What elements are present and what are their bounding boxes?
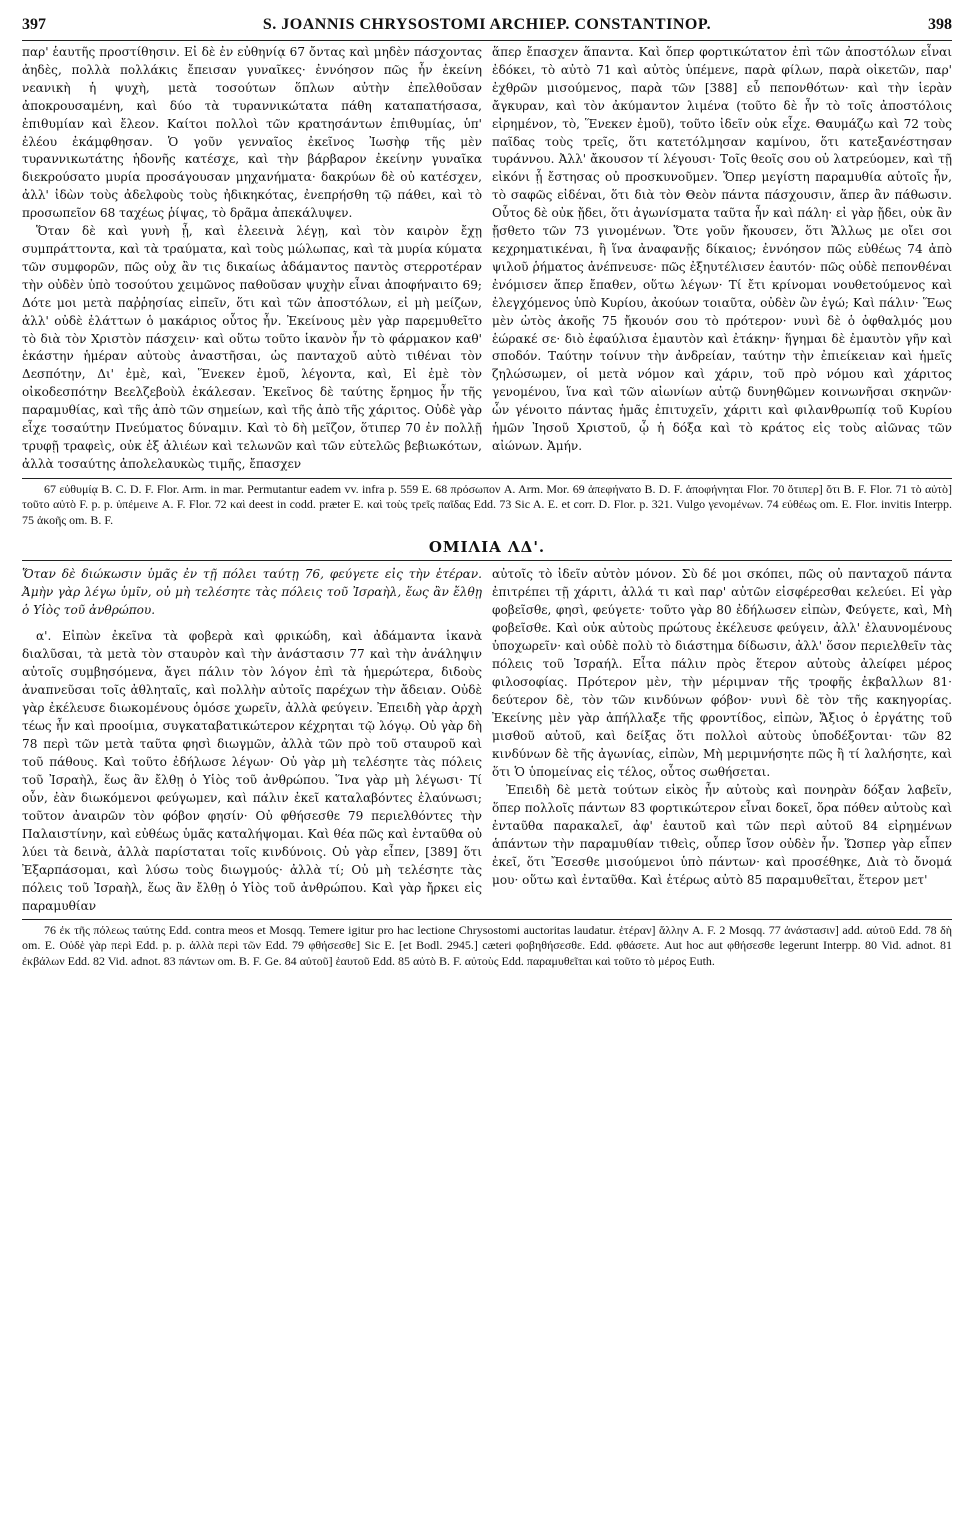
paragraph: α'. Εἰπὼν ἐκεῖνα τὰ φοβερὰ καὶ φρικώδη, καὶ ἀδάμαντα ἱκανὰ διαλῦσαι, τὰ μετὰ τὸν σταυρὸν καὶ τὴν ἀνάστασιν 77 καὶ τὴν ἀνάληψιν αὐτοῖς συμβησόμενα, ἄγει πάλιν τὸν λόγον ἐπὶ τὰ ἡμερώτερα, διδοὺς ἀναπνεῦσαι τοῖς ἀθληταῖς, καὶ πολλὴν αὐτοῖς παρέχων τὴν ἄδειαν. Οὐδὲ γὰρ ἐκέλευσε διωκομένους ὁμόσε χωρεῖν, ἀλλὰ φεύγειν. Ἐπειδὴ γὰρ ἀρχὴ τέως ἦν καὶ προοίμια, συγκαταβατικώτερον κέχρηται τῷ λόγῳ. Οὐ γὰρ δὴ 78 περὶ τῶν μετὰ ταῦτα φησὶ διωγμῶν, ἀλλὰ τῶν πρὸ τοῦ σταυροῦ καὶ τοῦ πάθους. Καὶ τοῦτο ἐδήλωσε λέγων· Οὐ γὰρ μὴ τελέσητε τὰς πόλεις τοῦ Ἰσραὴλ, ἕως ἂν ἔλθῃ ὁ Υἱὸς τοῦ ἀνθρώπου. Ἵνα γὰρ μὴ λέγωσι· Τί οὖν, ἐὰν διωκόμενοι φεύγωμεν, καὶ πάλιν ἐκεῖ καταλαβόντες ἐλαύνωσι; τοῦτον ἀναιρῶν τὸν φόβον φησίν· Οὐ φθήσεσθε 79 περιελθόντες τὴν Παλαιστίνην, καὶ εὐθέως ὑμᾶς καταλήψομαι. Καὶ θέα πῶς καὶ ἐνταῦθα οὐ λύει τὰ δεινὰ, ἀλλὰ παρίσταται τοῖς κινδύνοις. Οὐ γὰρ εἶπεν, [389] ὅτι Ἐξαρπάσομαι, καὶ λύσω τοὺς διωγμούς· ἀλλὰ τί; Οὐ μὴ τελέσητε τὰς πόλεις τοῦ Ἰσραὴλ, ἕως ἂν ἔλθῃ ὁ Υἱὸς τοῦ ἀνθρώπου. Καὶ γὰρ ἤρκει εἰς παραμυθίαν <box>22 628 482 913</box>
upper-columns <box>22 44 952 474</box>
spacer <box>22 619 482 627</box>
footnote-text: 67 εὐθυμίᾳ B. C. D. F. Flor. Arm. in mar. Permutantur eadem vv. infra p. 559 E. 68 πρόσωπον A. Arm. Mor. 69 ἀπεφήνατο B. D. F. ἀποφήνηται Flor. 70 ὅτιπερ] ὅτι B. F. Flor. 71 τὸ αὐτὸ] τοῦτο αὐτὸ F. p. p. ὑπέμεινε A. F. Flor. 72 καὶ deest in codd. præter E. καὶ τοὺς τρεῖς παῖδας Edd. 73 Sic A. E. et corr. D. Flor. p. 321. Vulgo γενομένων. 74 εὐθέως om. E. Flor. invitis Interpp. 75 ἀκοῆς om. B. F. <box>22 481 952 527</box>
scripture-verse: Ὅταν δὲ διώκωσιν ὑμᾶς ἐν τῇ πόλει ταύτῃ 76, φεύγετε εἰς τὴν ἑτέραν. Ἀμὴν γὰρ λέγω ὑμῖν, οὐ μὴ τελέσητε τὰς πόλεις τοῦ Ἰσραὴλ, ἕως ἂν ἔλθῃ ὁ Υἱὸς τοῦ ἀνθρώπου. <box>22 566 482 617</box>
paragraph: παρ' ἑαυτῆς προστίθησιν. Εἰ δὲ ἐν εὐθηνίᾳ 67 ὄντας καὶ μηδὲν πάσχοντας ἀηδὲς, πολλὰ πολλάκις ἔπεισαν γυναῖκες· ἐννόησον πῶς ἦν ἐκείνη νεανικὴ ἡ ψυχὴ, μετὰ τοσούτων ὅπλων αὐτὴν ἐπελθοῦσαν ἀποκρουσαμένη, καὶ δύο τὰ τυραννικώτατα πάθη καταπατήσασα, ἐπιθυμίαν καὶ ἔλεον. Καίτοι πολλοὶ τῶν κρατησάντων ἐπιθυμίας, ὑπ' ἐλέου ἐκάμφθησαν. Ὁ γοῦν γενναῖος ἐκεῖνος Ἰωσὴφ τῆς μὲν τυραννικωτάτης ἡδονῆς κατέσχε, καὶ τὴν βάρβαρον ἐκείνην γυναῖκα διεκρούσατο μυρία προσάγουσαν μηχανήματα· δακρύων δὲ οὐ κατέσχεν, ἀλλ' ἰδὼν τοὺς ἀδελφοὺς τοὺς ἠδικηκότας, ἐνεπρήσθη τῷ πάθει, καὶ τὸ προσωπεῖον 68 ταχέως ῥίψας, τὸ δρᾶμα ἀπεκάλυψεν. <box>22 45 482 221</box>
lower-columns <box>22 565 952 915</box>
footnote-text: 76 ἐκ τῆς πόλεως ταύτης Edd. contra meos et Mosqq. Temere igitur pro hac lectione Chrysostomi auctoritas laudatur. ἑτέραν] ἄλλην A. F. 2 Mosqq. 77 ἀνάστασιν] add. αὐτοῦ Edd. 78 δὴ om. E. Οὐδὲ γὰρ περὶ Edd. p. p. ἀλλὰ περὶ τῶν Edd. 79 φθήσεσθε] Sic E. [et Bodl. 2945.] cæteri φοβηθήσεσθε. Edd. φθάσετε. Aut hoc aut φθήσεσθε legerunt Interpp. 80 Vid. adnot. 81 ἐκβάλων Edd. 82 Vid. adnot. 83 πάντων om. B. F. Ge. 84 αὐτοῦ] ἑαυτοῦ Edd. 85 αὐτὸ B. F. αὐτοὺς Edd. παραμυθεῖται καὶ τοῦτο τὸ μέρος Euth. <box>22 922 952 968</box>
footnotes-lower <box>22 919 952 969</box>
upper-left-column <box>22 44 482 474</box>
lower-left-column <box>22 565 482 915</box>
footnotes-upper <box>22 478 952 528</box>
paragraph: ἅπερ ἔπασχεν ἅπαντα. Καὶ ὅπερ φορτικώτατον ἐπὶ τῶν ἀποστόλων εἶναι ἐδόκει, τὸ αὐτὸ 71 καὶ αὐτὸς ὑπέμενε, παρὰ φίλων, παρὰ οἰκετῶν, παρ' ἐχθρῶν μισούμενος, παρὰ τῶν [388] εὖ πεπονθότων· καὶ τὴν ἱερὰν ἄγκυραν, καὶ τὸν ἀκύμαντον λιμένα (τοῦτο δὲ ἦν τὸ τοῖς ἀποστόλοις εἰρημένον, τὸ, Ἕνεκεν ἐμοῦ), τοῦτο ἰδεῖν οὐκ εἶχε. Θαυμάζω καὶ 72 τοὺς παῖδας τοὺς τρεῖς, ὅτι κατετόλμησαν καμίνου, ὅτι κατεξανέστησαν τυράννου. Ἀλλ' ἄκουσον τί λέγουσι· Τοῖς θεοῖς σου οὐ λατρεύομεν, καὶ τῇ εἰκόνι ᾗ ἔστησας οὐ προσκυνοῦμεν. Ὅπερ μεγίστη παραμυθία αὐτοῖς ἦν, τὸ σαφῶς εἰδέναι, ὅτι διὰ τὸν Θεὸν πάντα πάσχουσιν, ἅπερ ἂν πάθωσιν. Οὗτος δὲ οὐκ ᾔδει, ὅτι ἀγωνίσματα ταῦτα ἦν καὶ πάλη· εἰ γὰρ ᾔδει, οὐκ ἂν ᾔσθετο τῶν 73 γινομένων. Ὅτε γοῦν ἤκουσεν, ὅτι Ἄλλως με οἴει σοι κεχρηματικέναι, ἢ ἵνα ἀναφανῇς δίκαιος; ἐννόησον πῶς εὐθέως 74 ἀπὸ ψιλοῦ ῥήματος ἀνέπνευσε· πῶς ἐξηυτέλισεν ἑαυτόν· πῶς οὐδὲ πεπονθέναι ἐνόμισεν ἅπερ ἔπαθεν, οὕτω λέγων· Τί ἔτι κρίνομαι νουθετούμενος καὶ ἐλεγχόμενος ὑπὸ Κυρίου, ἀκούων τοιαῦτα, οὐδὲν ὢν ἐγώ; Καὶ πάλιν· Ἕως μὲν ὠτὸς ἀκοῆς 75 ἤκουόν σου τὸ πρότερον· νυνὶ δὲ ὁ ὀφθαλμός μου ἑώρακέ σε· διὸ ἐφαύλισα ἐμαυτὸν καὶ ἐτάκην· ἥγημαι δὲ ἐμαυτὸν γῆν καὶ σποδόν. Ταύτην τοίνυν τὴν ἀνδρείαν, ταύτην τὴν ἐπιείκειαν καὶ ἡμεῖς ζηλώσωμεν, οἱ μετὰ νόμον καὶ χάριν, τοῦ πρὸ νόμου καὶ χάριτος γενομένου, ἵνα καὶ τῶν αἰωνίων αὐτῷ δυνηθῶμεν κοινωνῆσαι σκηνῶν· ὧν γένοιτο πάντας ἡμᾶς ἐπιτυχεῖν, χάριτι καὶ φιλανθρωπίᾳ τοῦ Κυρίου ἡμῶν Ἰησοῦ Χριστοῦ, ᾧ ἡ δόξα καὶ τὸ κράτος εἰς τοὺς αἰῶνας τῶν αἰώνων. Ἀμήν. <box>492 45 952 453</box>
right-page-number: 398 <box>927 16 952 33</box>
page <box>22 16 952 969</box>
upper-right-column <box>492 44 952 474</box>
paragraph: Ὅταν δὲ καὶ γυνὴ ᾖ, καὶ ἐλεεινὰ λέγῃ, καὶ τὸν καιρὸν ἔχῃ συμπράττοντα, καὶ τὰ τραύματα, καὶ τοὺς μώλωπας, καὶ τὰ μυρία κύματα τῶν συμφορῶν, πῶς οὐχ ἂν τις δικαίως ἀδάμαντος παντὸς στερροτέραν τὴν οὐδὲν ὑπὸ τοσούτου χειμῶνος παθοῦσαν ψυχὴν εἶναι ἀποφήναιτο 69; Δότε μοι μετὰ παῤῥησίας εἰπεῖν, ὅτι καὶ τῶν ἀποστόλων, εἰ μὴ μείζων, ἀλλ' οὐδὲ ἐλάττων ὁ μακάριος οὗτος ἦν. Ἐκείνους μὲν γὰρ παρεμυθεῖτο τὸ διὰ τὸν Χριστὸν πάσχειν· καὶ οὕτω τοῦτο ἱκανὸν ἦν τὸ φάρμακον καθ' ἑκάστην ἡμέραν αὐτοὺς ἀναστῆσαι, ὡς πανταχοῦ αὐτὸ τιθέναι τὸν Δεσπότην, Δι' ἐμὲ, καὶ, Ἕνεκεν ἐμοῦ, λέγοντα, καὶ, Εἰ ἐμὲ τὸν οἰκοδεσπότην Βεελζεβοὺλ ἐκάλεσαν. Ἐκεῖνος δὲ ταύτης ἔρημος ἦν τῆς παραμυθίας, καὶ τῆς ἀπὸ τῶν σημείων, καὶ τῆς ἀπὸ τῆς χάριτος. Οὐδὲ γὰρ εἶχε τοσαύτην Πνεύματος δύναμιν. Καὶ τὸ δὴ μεῖζον, ὅτιπερ 70 ἐν πολλῇ τρυφῇ τραφεὶς, οὐκ ἐξ ἁλιέων καὶ τελωνῶν καὶ τῶν εὐτελῶς βεβιωκότων, ἀλλὰ τοσαύτης ἀπολελαυκὼς τιμῆς, ἔπασχεν <box>22 224 482 471</box>
running-header <box>22 16 952 41</box>
running-title: S. JOANNIS CHRYSOSTOMI ARCHIEP. CONSTANTINOP. <box>262 16 712 33</box>
paragraph: αὐτοῖς τὸ ἰδεῖν αὐτὸν μόνον. Σὺ δέ μοι σκόπει, πῶς οὐ πανταχοῦ πάντα ἐπιτρέπει τῇ χάριτι, ἀλλά τι καὶ παρ' αὐτῶν εἰσφέρεσθαι κελεύει. Εἰ γὰρ φοβεῖσθε, φησὶ, φεύγετε· τοῦτο γὰρ 80 ἐδήλωσεν εἰπὼν, Φεύγετε, καὶ, Μὴ φοβεῖσθε. Καὶ οὐκ αὐτοὺς πρώτους ἐκέλευσε φεύγειν, ἀλλ' ἐλαυνομένους ὑποχωρεῖν· καὶ οὐδὲ πολὺ τὸ διάστημα δίδωσιν, ἀλλ' ὅσον περιελθεῖν τὰς πόλεις τοῦ Ἰσραήλ. Εἶτα πάλιν πρὸς ἕτερον αὐτοὺς ἀλείφει μέρος φιλοσοφίας. Πρότερον μὲν, τὴν μέριμναν τῆς τροφῆς ἐκβαλλων 81· δεύτερον δὲ, τὸν τῶν κινδύνων φόβον· νυνὶ δὲ τὸν τῆς κακηγορίας. Ἐκείνης μὲν γὰρ ἀπήλλαξε τῆς φροντίδος, εἰπὼν, Ἄξιος ὁ ἐργάτης τοῦ μισθοῦ αὐτοῦ, καὶ δείξας ὅτι πολλοὶ αὐτοὺς ὑποδέξονται· τῶν 82 κινδύνων δὲ τῆς ἀγωνίας, εἰπὼν, Μὴ μεριμνήσητε πῶς ἢ τί λαλήσητε, καὶ ὅτι Ὁ ὑπομείνας εἰς τέλος, οὗτος σωθήσεται. <box>492 566 952 779</box>
homily-title: ΟΜΙΛΙΑ ΛΔ'. <box>22 538 952 561</box>
paragraph: Ἐπειδὴ δὲ μετὰ τούτων εἰκὸς ἦν αὐτοὺς καὶ πονηρὰν δόξαν λαβεῖν, ὅπερ πολλοῖς πάντων 83 φορτικώτερον εἶναι δοκεῖ, ὅρα πόθεν αὐτοὺς καὶ ἐνταῦθα παρακαλεῖ, ἀφ' ἑαυτοῦ καὶ τῶν περὶ αὐτοῦ 84 εἰρημένων ἁπάντων τὴν παραμυθίαν τιθεὶς, οὗπερ ἴσον οὐδὲν ἦν. Ὥσπερ γὰρ εἶπεν ἐκεῖ, ὅτι Ἔσεσθε μισούμενοι ὑπὸ πάντων· καὶ προσέθηκε, Διὰ τὸ ὄνομά μου· οὕτω καὶ ἐνταῦθα. Καὶ ἑτέρως αὐτὸ 85 παραμυθεῖται, ἕτερον μετ' <box>492 782 952 887</box>
left-page-number: 397 <box>22 16 46 33</box>
lower-right-column <box>492 565 952 915</box>
